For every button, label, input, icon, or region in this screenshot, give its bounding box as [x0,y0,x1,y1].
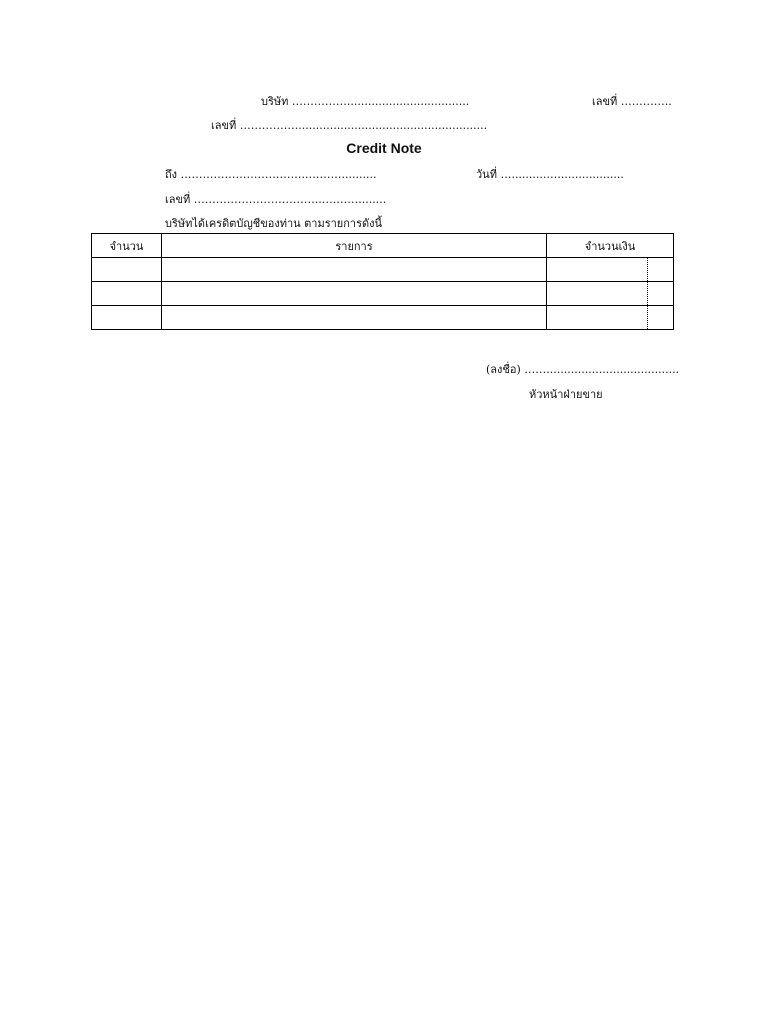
table-row [92,282,674,306]
table-header-row [92,234,674,258]
quantity-cell [92,306,162,330]
amount-divider [647,282,648,305]
address-field: เลขที่ ……………....................................................... [211,119,488,132]
tax-number-field: เลขที่ ……………………………..….……........ [165,193,387,206]
table-row [92,258,674,282]
description-cell [162,282,547,306]
amount-cell [547,306,674,330]
recipient-field: ถึง ……………………………..……….......... [165,168,377,181]
document-title: Credit Note [346,140,422,156]
company-field: บริษัท ……………................................... [261,95,470,108]
signer-role: หัวหน้าฝ่ายขาย [529,388,603,401]
column-header-quantity: จำนวน [92,234,162,258]
amount-cell [547,282,674,306]
document-number-field: เลขที่ ………….. [592,95,672,108]
column-header-description: รายการ [162,234,547,258]
quantity-cell [92,258,162,282]
intro-text: บริษัทได้เครดิตบัญชีของท่าน ตามรายการดังนี้ [165,217,383,230]
signature-line: (ลงชื่อ) ……...................................... [486,363,680,376]
amount-cell [547,258,674,282]
description-cell [162,306,547,330]
date-field: วันที่ …..........…................... [476,168,624,181]
column-header-amount: จำนวนเงิน [547,234,674,258]
amount-divider [647,306,648,329]
items-table [91,233,674,330]
amount-divider [647,258,648,281]
table-row [92,306,674,330]
description-cell [162,258,547,282]
quantity-cell [92,282,162,306]
